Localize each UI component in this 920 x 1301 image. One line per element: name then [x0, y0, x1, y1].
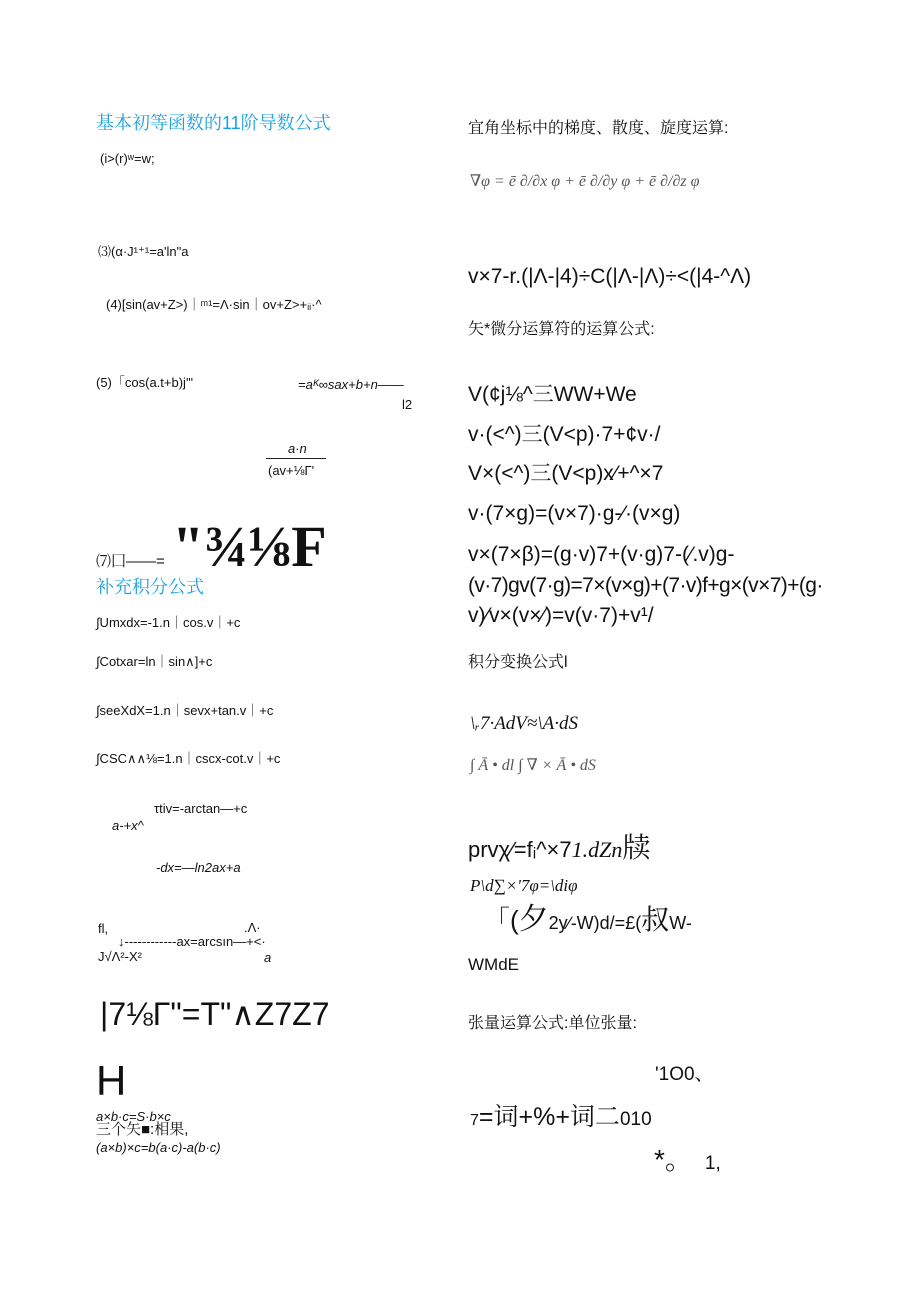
tensor-row-3-a: *。	[654, 1144, 693, 1175]
derivative-5-right: =aᴷ∞sax+b+n——	[298, 377, 404, 392]
heading-derivatives: 基本初等函数的11阶导数公式	[96, 113, 331, 133]
heading-tensor: 张量运算公式:单位张量:	[468, 1015, 637, 1032]
derivative-6-numerator: a·n	[288, 441, 307, 456]
operator-2: v·(<^)三(V<p)·7+¢v·/	[468, 423, 661, 446]
integral-7-c: ↓------------ax=arcsın—+<·	[118, 934, 266, 949]
tensor-row-2-a: 7	[470, 1112, 479, 1129]
transform-1: \ᵣ7·AdV≈\A·dS	[470, 713, 578, 734]
transform-4: P\d∑×'7φ=\diφ	[470, 876, 578, 895]
integral-5-b: a-+x^	[112, 818, 144, 833]
tensor-row-3-b: 1,	[704, 1153, 721, 1174]
heading-integrals: 补充积分公式	[96, 577, 204, 597]
fraction-bar	[266, 458, 326, 459]
integral-7-d: J√Λ²-X²	[98, 949, 142, 964]
curl-formula: v×7-r.(|Λ-|4)÷C(|Λ-|Λ)÷<(|4-^Λ)	[468, 265, 752, 288]
integral-6: -dx=—ln2ax+a	[156, 860, 241, 875]
tensor-row-3	[654, 1146, 721, 1174]
big-formula-line: |7⅛Γ"=T"∧Z7Z7	[100, 996, 330, 1032]
transform-5-b: 夕	[518, 903, 549, 936]
derivative-6-denominator: (av+⅛Γ'	[268, 463, 315, 478]
vector-identity-2: (a×b)×c=b(a·c)-a(b·c)	[96, 1140, 221, 1155]
operator-6: (v·7)gv(7·g)=7×(v×g)+(7·v)f+g×(v×7)+(g·	[468, 574, 823, 597]
heading-gradient: 宜角坐标中的梯度、散度、旋度运算:	[468, 120, 729, 137]
integral-3: ∫seeXdX=1.n｜sevx+tan.v｜+c	[96, 703, 274, 718]
operator-7: v)∕v×(v×∕)=v(v·7)+v¹/	[468, 604, 654, 627]
big-letter: H	[96, 1057, 127, 1104]
tensor-row-2-b: =词+%+词二	[478, 1103, 620, 1131]
transform-6: WMdE	[468, 955, 519, 974]
vector-identity-1: a×b·c=S·b×c	[96, 1109, 171, 1124]
derivative-5-left: (5)「cos(a.t+b)j'"	[96, 375, 194, 390]
operator-3: V×(<^)三(V<p)x∕+^×7	[468, 462, 664, 485]
transform-3	[468, 834, 650, 862]
gradient-formula: ∇φ = ē ∂/∂x φ + ē ∂/∂y φ + ē ∂/∂z φ	[470, 173, 700, 190]
transform-3-main: prvχ∕=fᵢ^×7	[468, 837, 572, 862]
tensor-row-1: '1O0、	[655, 1064, 714, 1085]
derivative-1: (i>(r)ʷ=w;	[100, 151, 155, 166]
integral-7-b: .Λ·	[244, 920, 261, 935]
triple-product-label: 三个矢■:相果,	[96, 1121, 189, 1138]
transform-5	[484, 905, 692, 935]
operator-1: V(¢j⅛^三WW+We	[468, 383, 637, 406]
integral-7-a: fl,	[98, 921, 109, 936]
transform-5-e: W-	[669, 913, 692, 933]
integral-5-a: τtiv=-arctan—+c	[154, 801, 248, 816]
integral-2: ∫Cotxar=ln｜sin∧]+c	[96, 654, 213, 669]
integral-4: ∫CSC∧∧⅛=1.n｜cscx-cot.v｜+c	[96, 751, 281, 766]
derivative-7-big: "¾⅛F	[172, 514, 327, 579]
operator-5: v×(7×β)=(g·v)7+(v·g)7-(∕.v)g-	[468, 543, 735, 566]
transform-5-c: 2y∕-W)d/=£(	[548, 913, 642, 933]
derivative-7-prefix: ⑺囗——=	[96, 553, 165, 570]
derivative-3: ⑶(α·J¹⁺¹=a'ln"a	[98, 244, 189, 259]
integral-1: ∫Umxdx=-1.n｜cos.v｜+c	[96, 615, 241, 630]
transform-3-italic: 1.dZn	[571, 837, 623, 862]
tensor-row-2-c: 010	[619, 1109, 652, 1130]
transform-5-d: 叔	[641, 904, 670, 935]
transform-2: ∫ Ā • dl ∫ ∇ × Ā • dS	[470, 757, 596, 774]
derivative-5-fraction: l2	[402, 397, 413, 412]
heading-integral-transform: 积分变换公式l	[468, 654, 568, 671]
operator-4: v·(7×g)=(v×7)·g-∕·(v×g)	[468, 502, 681, 525]
transform-5-a: 「(	[484, 905, 519, 935]
derivative-4: (4)[sin(av+Z>)｜ᵐ¹=Λ·sin｜ov+Z>+ᵢᵢ·^	[106, 297, 322, 312]
transform-3-end: 牍	[622, 832, 651, 863]
tensor-row-2	[470, 1105, 652, 1130]
heading-operator: 矢*微分运算符的运算公式:	[468, 321, 655, 338]
integral-7-e: a	[264, 950, 272, 965]
